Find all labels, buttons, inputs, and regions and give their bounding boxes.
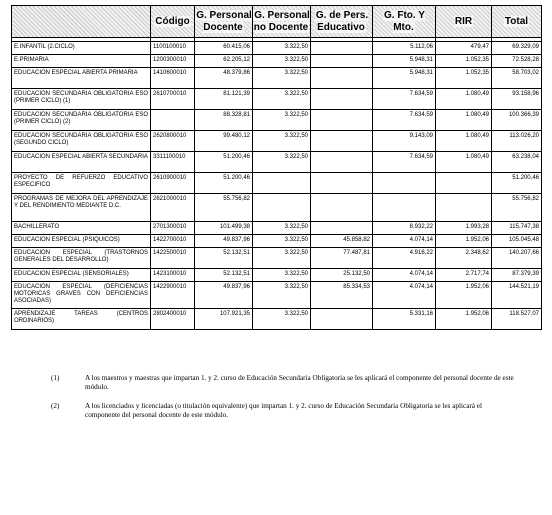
cell-fto-mto: 4.074,14	[373, 269, 436, 282]
cell-pers-educativo	[311, 42, 373, 55]
cell-total: 105.045,48	[492, 235, 542, 248]
cell-codigo: 2701300010	[151, 222, 195, 235]
cell-pers-educativo	[311, 89, 373, 110]
cell-total: 118.527,07	[492, 309, 542, 330]
cell-fto-mto: 4.074,14	[373, 235, 436, 248]
cell-personal-docente: 49.837,96	[195, 282, 253, 309]
table-row	[12, 152, 542, 173]
footnote-text: A los licenciados y licenciadas (o titulación equivalente) que impartan 1. y 2. curso de Educación Secundaria Obligatoria se les aplicará el componente del personal docente de este módulo.	[85, 402, 482, 419]
cell-codigo: 1422700010	[151, 235, 195, 248]
row-label: EDUCACION ESPECIAL ABIERTA SECUNDARIA	[12, 152, 151, 173]
footnote	[11, 374, 541, 392]
row-label: EDUCACION SECUNDARIA OBLIGATORIA ESO (SEGUNDO CICLO)	[12, 131, 151, 152]
cell-fto-mto: 7.634,59	[373, 110, 436, 131]
table-row	[12, 110, 542, 131]
footnote-text: A los maestros y maestras que impartan 1. y 2. curso de Educación Secundaria Obligatoria se les aplicará el componente del personal docente de este módulo.	[85, 374, 514, 391]
cell-total: 63.238,04	[492, 152, 542, 173]
cell-total: 140.207,66	[492, 248, 542, 269]
cell-personal-no-docente: 3.322,50	[253, 269, 311, 282]
cell-fto-mto: 7.634,59	[373, 152, 436, 173]
cell-total: 72.528,28	[492, 55, 542, 68]
cell-personal-no-docente: 3.322,50	[253, 42, 311, 55]
row-label: EDUCACION ESPECIAL (PSIQUICOS)	[12, 235, 151, 248]
cell-personal-docente: 55.756,82	[195, 194, 253, 222]
cell-personal-docente: 101.499,38	[195, 222, 253, 235]
table-row	[12, 173, 542, 194]
cell-rir: 1.952,06	[436, 309, 492, 330]
row-label: PROGRAMAS DE MEJORA DEL APRENDIZAJE Y DEL RENDIMIENTO MEDIANTE D.C.	[12, 194, 151, 222]
header-personal-docente: G. Personal Docente	[195, 6, 253, 38]
cell-personal-docente: 52.132,51	[195, 269, 253, 282]
cell-pers-educativo: 45.858,82	[311, 235, 373, 248]
row-label: EDUCACION SECUNDARIA OBLIGATORIA ESO (PRIMER CICLO) (2)	[12, 110, 151, 131]
cell-personal-no-docente: 3.322,50	[253, 235, 311, 248]
cell-fto-mto: 5.948,31	[373, 55, 436, 68]
row-label: EDUCACION ESPECIAL (TRASTORNOS GENERALES DEL DESARROLLO)	[12, 248, 151, 269]
cell-fto-mto: 7.634,59	[373, 89, 436, 110]
document	[11, 5, 541, 330]
cell-total: 113.026,20	[492, 131, 542, 152]
footnote	[11, 402, 541, 420]
cell-personal-no-docente: 3.322,50	[253, 131, 311, 152]
cell-personal-no-docente: 3.322,50	[253, 68, 311, 89]
cell-pers-educativo	[311, 55, 373, 68]
cell-total: 100.366,39	[492, 110, 542, 131]
cell-total: 115.747,38	[492, 222, 542, 235]
cell-total: 55.756,82	[492, 194, 542, 222]
table-row	[12, 68, 542, 89]
cost-table	[11, 5, 542, 330]
header-pers-educativo: G. de Pers. Educativo	[311, 6, 373, 38]
table-body	[12, 38, 542, 330]
cell-personal-no-docente: 3.322,50	[253, 248, 311, 269]
cell-fto-mto	[373, 194, 436, 222]
cell-rir: 1.952,06	[436, 235, 492, 248]
cell-personal-docente: 99.480,12	[195, 131, 253, 152]
row-label: BACHILLERATO	[12, 222, 151, 235]
header-rir: RIR	[436, 6, 492, 38]
cell-fto-mto	[373, 173, 436, 194]
cell-total: 144.521,19	[492, 282, 542, 309]
cell-personal-no-docente: 3.322,50	[253, 89, 311, 110]
cell-codigo: 1423100010	[151, 269, 195, 282]
cell-codigo: 2610900010	[151, 173, 195, 194]
cell-codigo: 1200300010	[151, 55, 195, 68]
table-row	[12, 269, 542, 282]
table-row	[12, 222, 542, 235]
cell-fto-mto: 5.331,16	[373, 309, 436, 330]
cell-codigo: 2621000010	[151, 194, 195, 222]
cell-fto-mto: 9.143,09	[373, 131, 436, 152]
cell-codigo: 1100100010	[151, 42, 195, 55]
cell-pers-educativo	[311, 309, 373, 330]
table-row	[12, 89, 542, 110]
table-row	[12, 42, 542, 55]
cell-personal-no-docente: 3.322,50	[253, 222, 311, 235]
cell-fto-mto: 4.074,14	[373, 282, 436, 309]
cell-pers-educativo	[311, 152, 373, 173]
row-label: EDUCACION SECUNDARIA OBLIGATORIA ESO (PRIMER CICLO) (1)	[12, 89, 151, 110]
cell-pers-educativo: 85.334,53	[311, 282, 373, 309]
cell-pers-educativo	[311, 222, 373, 235]
cell-codigo: 1410600010	[151, 68, 195, 89]
cell-rir: 2.348,62	[436, 248, 492, 269]
cell-fto-mto: 8.932,22	[373, 222, 436, 235]
cell-codigo: 3311100010	[151, 152, 195, 173]
cell-personal-docente: 51.200,46	[195, 173, 253, 194]
cell-personal-docente: 49.837,96	[195, 235, 253, 248]
cell-personal-no-docente: 3.322,50	[253, 152, 311, 173]
cell-codigo	[151, 110, 195, 131]
cell-codigo: 1422900010	[151, 282, 195, 309]
cell-codigo: 2620800010	[151, 131, 195, 152]
header-personal-no-docente: G. Personal no Docente	[253, 6, 311, 38]
cell-rir: 1.993,28	[436, 222, 492, 235]
header-fto-mto: G. Fto. Y Mto.	[373, 6, 436, 38]
table-row	[12, 131, 542, 152]
cell-codigo: 2802400010	[151, 309, 195, 330]
cell-personal-no-docente: 3.322,50	[253, 55, 311, 68]
row-label: E.INFANTIL (2.CICLO)	[12, 42, 151, 55]
cell-rir: 1.080,49	[436, 152, 492, 173]
row-label: PROYECTO DE REFUERZO EDUCATIVO ESPECIFICO	[12, 173, 151, 194]
cell-codigo: 1422500010	[151, 248, 195, 269]
footnotes	[11, 374, 541, 430]
cell-fto-mto: 5.112,06	[373, 42, 436, 55]
cell-pers-educativo	[311, 110, 373, 131]
cell-rir: 1.052,35	[436, 55, 492, 68]
header-codigo: Código	[151, 6, 195, 38]
cell-personal-no-docente	[253, 194, 311, 222]
footnote-number: (1)	[51, 374, 60, 382]
cell-fto-mto: 5.948,31	[373, 68, 436, 89]
cell-personal-docente: 52.132,51	[195, 248, 253, 269]
cell-personal-docente: 48.379,86	[195, 68, 253, 89]
row-label: EDUCACION ESPECIAL ABIERTA PRIMARIA	[12, 68, 151, 89]
header-total: Total	[492, 6, 542, 38]
header-row	[12, 6, 542, 38]
cell-rir	[436, 173, 492, 194]
cell-rir: 1.080,49	[436, 89, 492, 110]
cell-total: 51.200,46	[492, 173, 542, 194]
cell-rir: 2.717,74	[436, 269, 492, 282]
table-row	[12, 309, 542, 330]
cell-pers-educativo	[311, 131, 373, 152]
cell-fto-mto: 4.916,22	[373, 248, 436, 269]
cell-rir: 1.080,49	[436, 131, 492, 152]
cell-pers-educativo	[311, 68, 373, 89]
cell-personal-docente: 88.328,81	[195, 110, 253, 131]
cell-pers-educativo	[311, 173, 373, 194]
cell-total: 58.703,02	[492, 68, 542, 89]
footnote-number: (2)	[51, 402, 60, 410]
cell-personal-no-docente: 3.322,50	[253, 309, 311, 330]
row-label: EDUCACION ESPECIAL (DEFICIENCIAS MOTORICAS GRAVES CON DEFICIENCIAS ASOCIADAS)	[12, 282, 151, 309]
table-row	[12, 282, 542, 309]
table-row	[12, 55, 542, 68]
cell-personal-docente: 107.921,35	[195, 309, 253, 330]
header-blank	[12, 6, 151, 38]
table-row	[12, 235, 542, 248]
row-label: APRENDIZAJE TAREAS (CENTROS ORDINARIOS)	[12, 309, 151, 330]
table-row	[12, 194, 542, 222]
row-label: E.PRIMARIA	[12, 55, 151, 68]
cell-personal-docente: 62.205,12	[195, 55, 253, 68]
cell-rir: 1.052,35	[436, 68, 492, 89]
cell-total: 69.329,09	[492, 42, 542, 55]
cell-codigo: 2610700010	[151, 89, 195, 110]
cell-total: 87.379,39	[492, 269, 542, 282]
cell-personal-no-docente	[253, 173, 311, 194]
cell-rir: 479,47	[436, 42, 492, 55]
cell-pers-educativo: 25.132,50	[311, 269, 373, 282]
cell-personal-docente: 81.121,39	[195, 89, 253, 110]
cell-personal-no-docente: 3.322,50	[253, 282, 311, 309]
cell-pers-educativo: 77.487,81	[311, 248, 373, 269]
row-label: EDUCACION ESPECIAL (SENSORIALES)	[12, 269, 151, 282]
cell-personal-docente: 51.200,46	[195, 152, 253, 173]
cell-personal-no-docente: 3.322,50	[253, 110, 311, 131]
cell-total: 93.158,96	[492, 89, 542, 110]
cell-pers-educativo	[311, 194, 373, 222]
table-row	[12, 248, 542, 269]
cell-rir: 1.080,49	[436, 110, 492, 131]
cell-personal-docente: 60.415,06	[195, 42, 253, 55]
cell-rir	[436, 194, 492, 222]
cell-rir: 1.952,06	[436, 282, 492, 309]
